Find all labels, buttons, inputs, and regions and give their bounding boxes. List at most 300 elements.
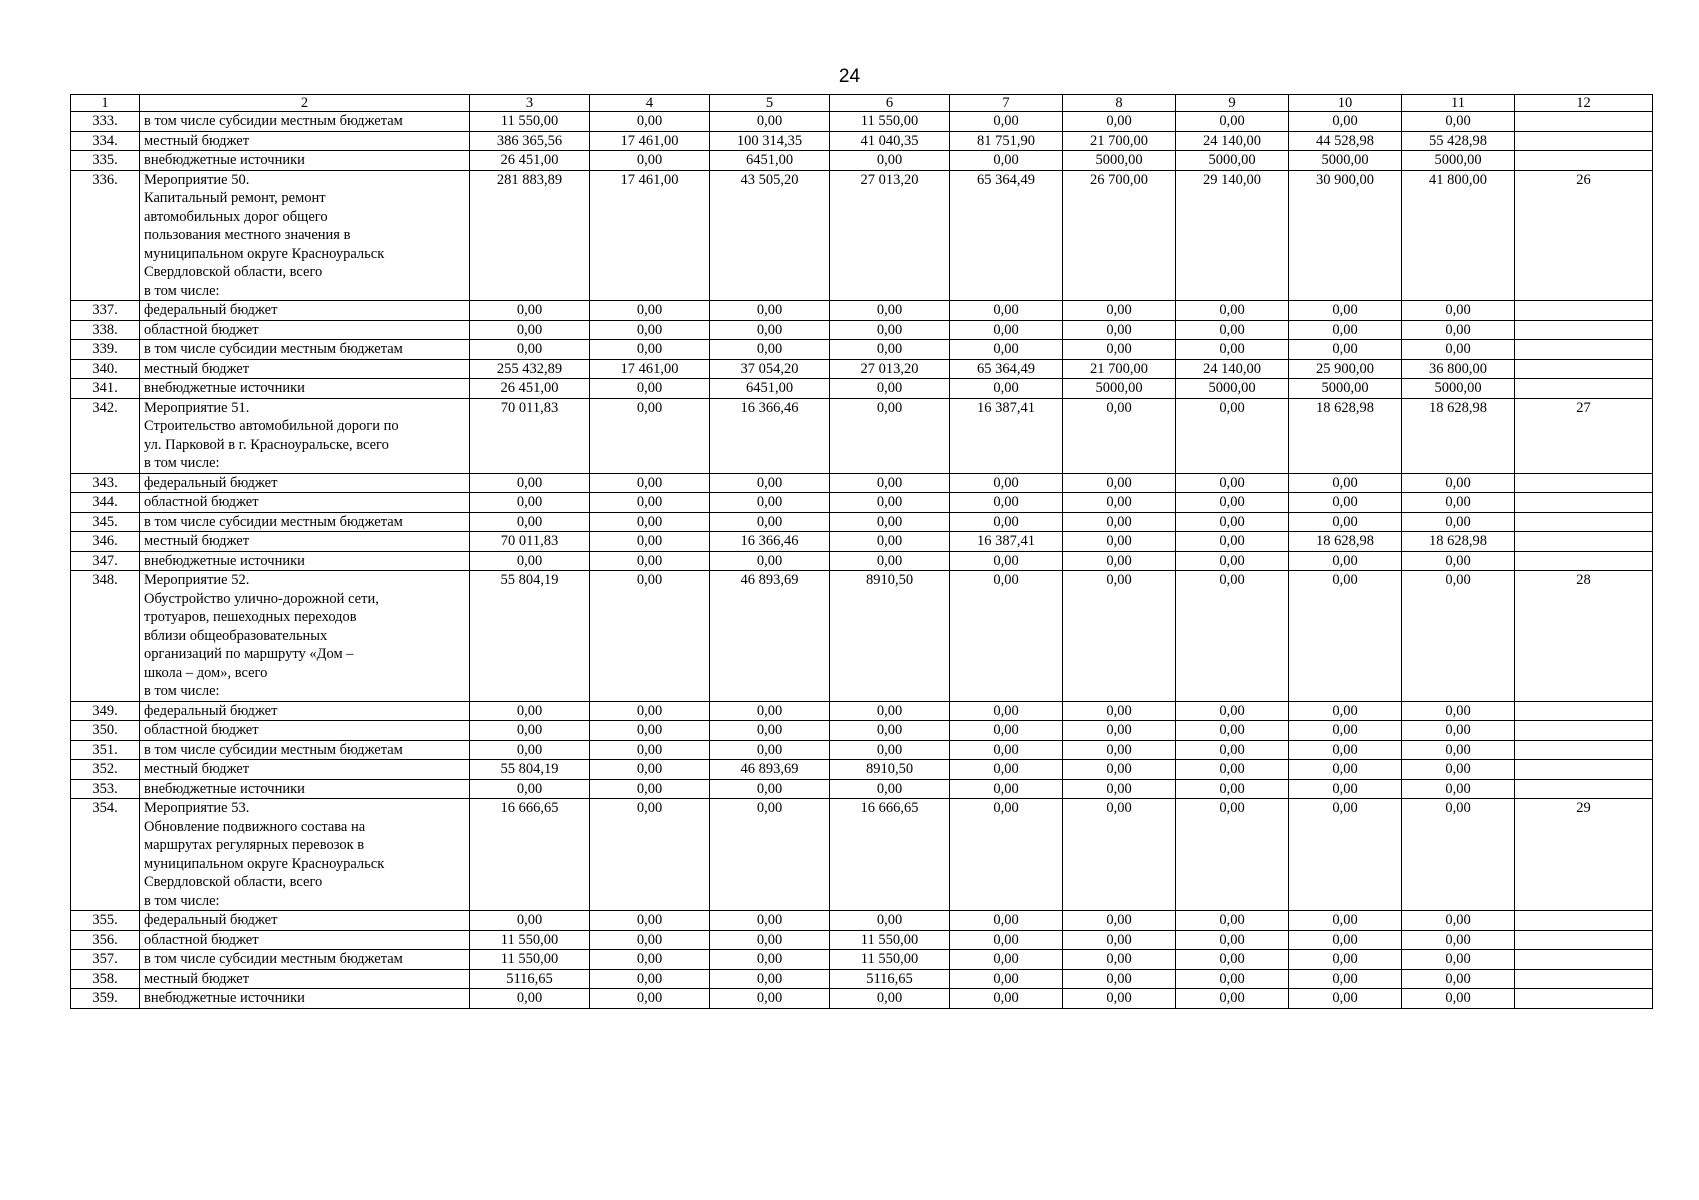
value-cell: 0,00: [1402, 301, 1515, 321]
value-cell: 0,00: [1289, 799, 1402, 911]
value-cell: 0,00: [950, 799, 1063, 911]
row-name-line: маршрутах регулярных перевозок в: [144, 837, 365, 853]
value-cell: 0,00: [1176, 320, 1289, 340]
row-name-line: в том числе субсидии местным бюджетам: [144, 951, 403, 967]
row-name-cell: [140, 760, 470, 780]
value-cell: 0,00: [590, 532, 710, 552]
row-name-line: пользования местного значения в: [144, 227, 351, 243]
value-cell: 0,00: [1176, 930, 1289, 950]
table-row: [71, 493, 1653, 513]
row-name-cell: [140, 799, 470, 911]
value-cell: 5000,00: [1289, 379, 1402, 399]
value-cell: 5000,00: [1176, 151, 1289, 171]
value-cell: 0,00: [710, 799, 830, 911]
value-cell: 0,00: [710, 551, 830, 571]
table-row: [71, 989, 1653, 1009]
value-cell: 0,00: [1176, 760, 1289, 780]
table-row: [71, 799, 1653, 911]
value-cell: 11 550,00: [830, 950, 950, 970]
row-number: 346.: [71, 532, 140, 552]
row-name-cell: [140, 340, 470, 360]
value-cell: 0,00: [1063, 969, 1176, 989]
value-cell: 0,00: [710, 721, 830, 741]
table-row: [71, 701, 1653, 721]
value-cell: 44 528,98: [1289, 131, 1402, 151]
row-name-cell: [140, 398, 470, 473]
row-name-line: Обновление подвижного состава на: [144, 818, 366, 835]
row-name-line: местный бюджет: [144, 761, 250, 777]
table-row: [71, 911, 1653, 931]
value-cell: 0,00: [1176, 799, 1289, 911]
value-cell: 18 628,98: [1289, 532, 1402, 552]
value-cell: 41 800,00: [1402, 170, 1515, 301]
row-name-cell: [140, 930, 470, 950]
value-cell: 0,00: [1289, 571, 1402, 702]
value-cell: 0,00: [1289, 911, 1402, 931]
value-cell: 5116,65: [470, 969, 590, 989]
row-name-line: муниципальном округе Красноуральск: [144, 855, 385, 872]
value-cell: 0,00: [1289, 112, 1402, 132]
indicator-ref-cell: [1515, 701, 1653, 721]
value-cell: 55 804,19: [470, 571, 590, 702]
row-number: 342.: [71, 398, 140, 473]
row-number: 344.: [71, 493, 140, 513]
indicator-ref-cell: [1515, 473, 1653, 493]
value-cell: 17 461,00: [590, 170, 710, 301]
value-cell: 0,00: [950, 950, 1063, 970]
row-number: 334.: [71, 131, 140, 151]
row-name-line: внебюджетные источники: [144, 380, 305, 396]
indicator-ref-cell: [1515, 969, 1653, 989]
value-cell: 0,00: [1289, 301, 1402, 321]
value-cell: 0,00: [1176, 571, 1289, 702]
value-cell: 0,00: [470, 911, 590, 931]
row-name-line: в том числе:: [144, 455, 220, 471]
value-cell: 24 140,00: [1176, 131, 1289, 151]
row-number: 333.: [71, 112, 140, 132]
table-row: [71, 301, 1653, 321]
row-name-line: областной бюджет: [144, 494, 259, 510]
budget-table: [70, 94, 1653, 1009]
value-cell: 0,00: [950, 301, 1063, 321]
value-cell: 0,00: [1063, 512, 1176, 532]
value-cell: 0,00: [590, 760, 710, 780]
value-cell: 0,00: [1063, 473, 1176, 493]
column-header: 1: [71, 95, 140, 112]
indicator-ref-cell: [1515, 512, 1653, 532]
value-cell: 100 314,35: [710, 131, 830, 151]
value-cell: 55 428,98: [1402, 131, 1515, 151]
table-row: [71, 473, 1653, 493]
value-cell: 0,00: [1289, 701, 1402, 721]
column-header: 7: [950, 95, 1063, 112]
value-cell: 0,00: [470, 551, 590, 571]
value-cell: 0,00: [1176, 701, 1289, 721]
value-cell: 6451,00: [710, 379, 830, 399]
row-name-line: внебюджетные источники: [144, 780, 305, 797]
table-row: [71, 950, 1653, 970]
value-cell: 24 140,00: [1176, 359, 1289, 379]
column-header: 3: [470, 95, 590, 112]
table-row: [71, 170, 1653, 301]
value-cell: 0,00: [830, 473, 950, 493]
row-name-cell: [140, 170, 470, 301]
row-name-line: в том числе:: [144, 892, 220, 909]
value-cell: 0,00: [830, 151, 950, 171]
value-cell: 0,00: [1289, 551, 1402, 571]
column-header: 2: [140, 95, 470, 112]
value-cell: 0,00: [830, 301, 950, 321]
table-row: [71, 969, 1653, 989]
column-header: 8: [1063, 95, 1176, 112]
value-cell: 0,00: [470, 701, 590, 721]
row-name-cell: [140, 512, 470, 532]
value-cell: 21 700,00: [1063, 131, 1176, 151]
value-cell: 16 366,46: [710, 532, 830, 552]
indicator-ref-cell: 28: [1515, 571, 1653, 702]
table-row: [71, 512, 1653, 532]
row-number: 347.: [71, 551, 140, 571]
value-cell: 0,00: [1289, 473, 1402, 493]
column-header: 9: [1176, 95, 1289, 112]
value-cell: 0,00: [1402, 512, 1515, 532]
value-cell: 0,00: [950, 493, 1063, 513]
value-cell: 0,00: [950, 379, 1063, 399]
row-name-cell: [140, 320, 470, 340]
value-cell: 27 013,20: [830, 170, 950, 301]
value-cell: 37 054,20: [710, 359, 830, 379]
value-cell: 0,00: [1176, 911, 1289, 931]
value-cell: 0,00: [1289, 721, 1402, 741]
value-cell: 0,00: [830, 320, 950, 340]
value-cell: 0,00: [950, 340, 1063, 360]
value-cell: 0,00: [1176, 340, 1289, 360]
value-cell: 65 364,49: [950, 170, 1063, 301]
value-cell: 0,00: [590, 398, 710, 473]
value-cell: 0,00: [1176, 721, 1289, 741]
row-name-cell: [140, 969, 470, 989]
value-cell: 0,00: [590, 151, 710, 171]
value-cell: 0,00: [1402, 930, 1515, 950]
value-cell: 0,00: [830, 398, 950, 473]
row-name-cell: [140, 493, 470, 513]
row-name-line: областной бюджет: [144, 722, 259, 738]
indicator-ref-cell: [1515, 131, 1653, 151]
indicator-ref-cell: [1515, 301, 1653, 321]
row-name-line: в том числе субсидии местным бюджетам: [144, 113, 403, 129]
value-cell: 0,00: [1063, 398, 1176, 473]
value-cell: 0,00: [1063, 799, 1176, 911]
row-name-cell: [140, 779, 470, 799]
row-name-cell: [140, 379, 470, 399]
row-name-cell: [140, 151, 470, 171]
value-cell: 0,00: [470, 301, 590, 321]
value-cell: 0,00: [1176, 301, 1289, 321]
indicator-ref-cell: [1515, 532, 1653, 552]
row-number: 343.: [71, 473, 140, 493]
column-header: 10: [1289, 95, 1402, 112]
value-cell: 0,00: [1289, 340, 1402, 360]
row-name-line: внебюджетные источники: [144, 990, 305, 1006]
value-cell: 70 011,83: [470, 398, 590, 473]
value-cell: 0,00: [590, 779, 710, 799]
value-cell: 6451,00: [710, 151, 830, 171]
value-cell: 0,00: [590, 799, 710, 911]
value-cell: 0,00: [1402, 340, 1515, 360]
value-cell: 0,00: [1063, 779, 1176, 799]
value-cell: 0,00: [710, 950, 830, 970]
row-name-line: муниципальном округе Красноуральск: [144, 245, 385, 262]
indicator-ref-cell: [1515, 989, 1653, 1009]
value-cell: 0,00: [950, 112, 1063, 132]
value-cell: 0,00: [830, 340, 950, 360]
row-number: 357.: [71, 950, 140, 970]
row-name-cell: [140, 989, 470, 1009]
value-cell: 26 451,00: [470, 151, 590, 171]
value-cell: 0,00: [1402, 112, 1515, 132]
row-number: 349.: [71, 701, 140, 721]
value-cell: 0,00: [830, 989, 950, 1009]
value-cell: 0,00: [470, 721, 590, 741]
value-cell: 27 013,20: [830, 359, 950, 379]
value-cell: 0,00: [950, 911, 1063, 931]
row-number: 337.: [71, 301, 140, 321]
row-name-line: федеральный бюджет: [144, 474, 278, 491]
value-cell: 0,00: [470, 340, 590, 360]
row-number: 348.: [71, 571, 140, 702]
row-name-cell: [140, 551, 470, 571]
table-row: [71, 379, 1653, 399]
indicator-ref-cell: [1515, 340, 1653, 360]
value-cell: 0,00: [590, 493, 710, 513]
value-cell: 0,00: [1402, 721, 1515, 741]
row-name-line: федеральный бюджет: [144, 702, 278, 719]
row-name-line: местный бюджет: [144, 970, 250, 987]
value-cell: 0,00: [710, 493, 830, 513]
row-name-line: Мероприятие 50.: [144, 171, 250, 188]
row-name-line: в том числе:: [144, 683, 220, 699]
value-cell: 30 900,00: [1289, 170, 1402, 301]
value-cell: 0,00: [590, 551, 710, 571]
table-row: [71, 340, 1653, 360]
value-cell: 0,00: [470, 320, 590, 340]
value-cell: 0,00: [830, 779, 950, 799]
value-cell: 0,00: [1063, 930, 1176, 950]
table-row: [71, 112, 1653, 132]
value-cell: 0,00: [1176, 112, 1289, 132]
row-name-cell: [140, 571, 470, 702]
row-name-cell: [140, 473, 470, 493]
value-cell: 16 666,65: [470, 799, 590, 911]
value-cell: 0,00: [950, 701, 1063, 721]
value-cell: 0,00: [950, 151, 1063, 171]
value-cell: 0,00: [470, 989, 590, 1009]
table-row: [71, 151, 1653, 171]
value-cell: 0,00: [710, 701, 830, 721]
row-name-line: местный бюджет: [144, 360, 250, 377]
table-row: [71, 398, 1653, 473]
value-cell: 0,00: [470, 493, 590, 513]
table-row: [71, 571, 1653, 702]
indicator-ref-cell: 26: [1515, 170, 1653, 301]
row-name-line: Строительство автомобильной дороги по: [144, 418, 399, 434]
value-cell: 0,00: [470, 779, 590, 799]
value-cell: 0,00: [950, 930, 1063, 950]
value-cell: 0,00: [1289, 950, 1402, 970]
value-cell: 5000,00: [1402, 151, 1515, 171]
value-cell: 18 628,98: [1402, 532, 1515, 552]
value-cell: 0,00: [1176, 493, 1289, 513]
value-cell: 18 628,98: [1289, 398, 1402, 473]
value-cell: 0,00: [1176, 950, 1289, 970]
row-number: 352.: [71, 760, 140, 780]
value-cell: 0,00: [1176, 398, 1289, 473]
value-cell: 0,00: [1063, 320, 1176, 340]
value-cell: 0,00: [470, 740, 590, 760]
value-cell: 0,00: [1063, 701, 1176, 721]
value-cell: 0,00: [1402, 779, 1515, 799]
value-cell: 0,00: [710, 340, 830, 360]
value-cell: 8910,50: [830, 760, 950, 780]
value-cell: 0,00: [1402, 740, 1515, 760]
row-number: 340.: [71, 359, 140, 379]
value-cell: 0,00: [590, 911, 710, 931]
column-header: 4: [590, 95, 710, 112]
value-cell: 8910,50: [830, 571, 950, 702]
value-cell: 41 040,35: [830, 131, 950, 151]
value-cell: 0,00: [1402, 760, 1515, 780]
value-cell: 0,00: [1289, 760, 1402, 780]
value-cell: 0,00: [1176, 740, 1289, 760]
value-cell: 11 550,00: [830, 930, 950, 950]
value-cell: 0,00: [1063, 989, 1176, 1009]
value-cell: 17 461,00: [590, 359, 710, 379]
value-cell: 5000,00: [1176, 379, 1289, 399]
indicator-ref-cell: [1515, 760, 1653, 780]
value-cell: 0,00: [1402, 551, 1515, 571]
value-cell: 0,00: [590, 969, 710, 989]
row-name-line: внебюджетные источники: [144, 152, 305, 168]
value-cell: 0,00: [1289, 320, 1402, 340]
row-name-cell: [140, 112, 470, 132]
value-cell: 5000,00: [1063, 151, 1176, 171]
value-cell: 0,00: [590, 950, 710, 970]
indicator-ref-cell: [1515, 911, 1653, 931]
value-cell: 11 550,00: [470, 950, 590, 970]
value-cell: 0,00: [1289, 779, 1402, 799]
value-cell: 0,00: [950, 512, 1063, 532]
row-name-line: федеральный бюджет: [144, 912, 278, 928]
value-cell: 46 893,69: [710, 571, 830, 702]
row-number: 355.: [71, 911, 140, 931]
table-row: [71, 131, 1653, 151]
value-cell: 0,00: [950, 740, 1063, 760]
value-cell: 11 550,00: [470, 112, 590, 132]
value-cell: 0,00: [1063, 112, 1176, 132]
value-cell: 0,00: [590, 320, 710, 340]
table-row: [71, 532, 1653, 552]
indicator-ref-cell: [1515, 950, 1653, 970]
value-cell: 0,00: [710, 112, 830, 132]
value-cell: 0,00: [710, 911, 830, 931]
value-cell: 0,00: [1063, 740, 1176, 760]
value-cell: 0,00: [1176, 969, 1289, 989]
value-cell: 0,00: [710, 320, 830, 340]
page-number: 24: [838, 66, 861, 87]
value-cell: 0,00: [1063, 551, 1176, 571]
value-cell: 0,00: [590, 930, 710, 950]
value-cell: 281 883,89: [470, 170, 590, 301]
row-name-cell: [140, 359, 470, 379]
row-number: 341.: [71, 379, 140, 399]
value-cell: 0,00: [950, 969, 1063, 989]
row-number: 345.: [71, 512, 140, 532]
value-cell: 70 011,83: [470, 532, 590, 552]
value-cell: 0,00: [1063, 493, 1176, 513]
value-cell: 0,00: [1402, 571, 1515, 702]
row-name-line: организаций по маршруту «Дом –: [144, 646, 354, 662]
row-name-cell: [140, 131, 470, 151]
value-cell: 0,00: [1063, 532, 1176, 552]
value-cell: 255 432,89: [470, 359, 590, 379]
row-number: 338.: [71, 320, 140, 340]
value-cell: 0,00: [1402, 799, 1515, 911]
row-name-line: школа – дом», всего: [144, 664, 268, 681]
column-header: 6: [830, 95, 950, 112]
value-cell: 0,00: [710, 969, 830, 989]
value-cell: 26 700,00: [1063, 170, 1176, 301]
value-cell: 0,00: [1176, 779, 1289, 799]
row-number: 350.: [71, 721, 140, 741]
value-cell: 16 387,41: [950, 398, 1063, 473]
indicator-ref-cell: [1515, 151, 1653, 171]
value-cell: 386 365,56: [470, 131, 590, 151]
value-cell: 0,00: [950, 551, 1063, 571]
value-cell: 0,00: [710, 512, 830, 532]
table-row: [71, 551, 1653, 571]
value-cell: 0,00: [1402, 701, 1515, 721]
value-cell: 0,00: [1402, 969, 1515, 989]
row-name-cell: [140, 911, 470, 931]
value-cell: 0,00: [590, 340, 710, 360]
value-cell: 0,00: [830, 551, 950, 571]
value-cell: 5000,00: [1289, 151, 1402, 171]
value-cell: 0,00: [1289, 989, 1402, 1009]
value-cell: 0,00: [830, 493, 950, 513]
row-number: 335.: [71, 151, 140, 171]
value-cell: 0,00: [1289, 969, 1402, 989]
value-cell: 0,00: [1402, 911, 1515, 931]
value-cell: 25 900,00: [1289, 359, 1402, 379]
value-cell: 0,00: [710, 740, 830, 760]
value-cell: 0,00: [1402, 493, 1515, 513]
value-cell: 0,00: [590, 112, 710, 132]
value-cell: 43 505,20: [710, 170, 830, 301]
value-cell: 0,00: [830, 532, 950, 552]
row-name-line: в том числе субсидии местным бюджетам: [144, 341, 403, 357]
row-name-line: Обустройство улично-дорожной сети,: [144, 590, 379, 607]
value-cell: 0,00: [1402, 950, 1515, 970]
value-cell: 17 461,00: [590, 131, 710, 151]
value-cell: 0,00: [1176, 512, 1289, 532]
value-cell: 26 451,00: [470, 379, 590, 399]
column-header: 12: [1515, 95, 1653, 112]
row-name-line: ул. Парковой в г. Красноуральске, всего: [144, 436, 389, 453]
row-number: 353.: [71, 779, 140, 799]
value-cell: 0,00: [1402, 320, 1515, 340]
value-cell: 16 387,41: [950, 532, 1063, 552]
row-name-cell: [140, 701, 470, 721]
